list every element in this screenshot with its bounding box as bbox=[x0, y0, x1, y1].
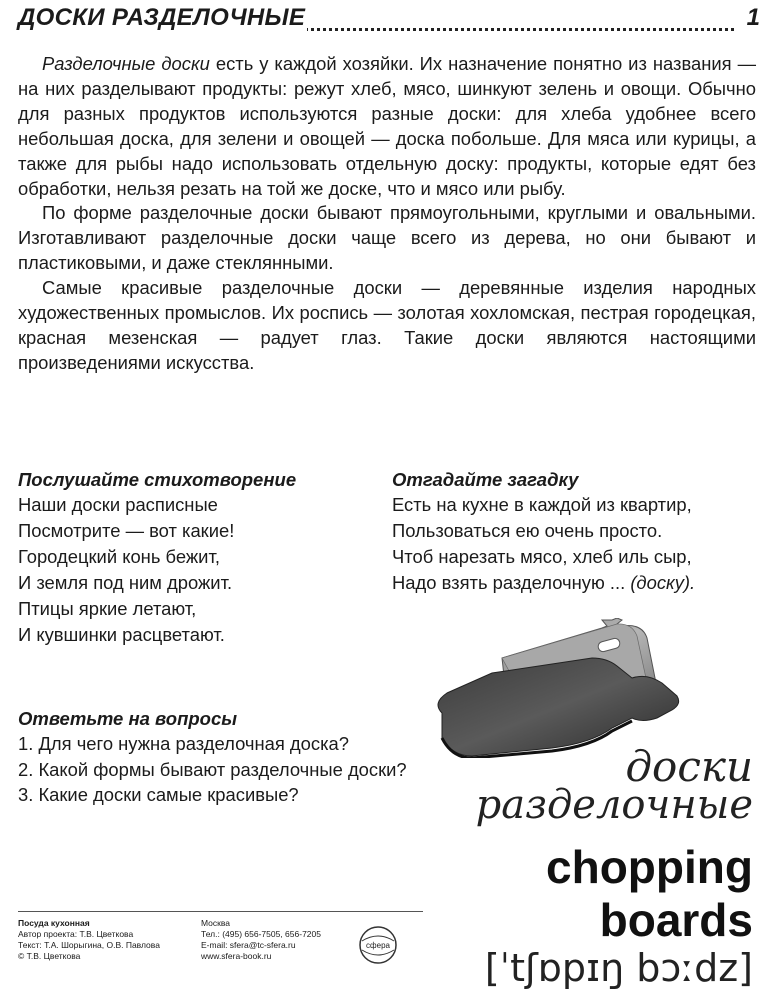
riddle-line: Пользоваться ею очень просто. bbox=[392, 520, 663, 541]
logo-text: сфера bbox=[366, 941, 390, 950]
riddle-answer: (доску). bbox=[630, 572, 696, 593]
question-item: 1. Для чего нужна разделочная доска? bbox=[18, 733, 349, 754]
publisher-logo bbox=[358, 925, 398, 965]
footer-author: Автор проекта: Т.В. Цветкова bbox=[18, 929, 134, 939]
cutting-boards-illustration bbox=[432, 618, 757, 758]
poem-heading: Послушайте стихотворение bbox=[18, 469, 297, 490]
poem-section bbox=[18, 468, 388, 648]
riddle-last-line bbox=[392, 570, 762, 596]
script-caption-line-2: разделочные bbox=[475, 782, 753, 828]
intro-paragraph-1-text: есть у каждой хозяйки. Их назначение понятно из названия — на них разделывают продукты: режут хлеб, мясо, шинкуют зелень и овощи. Обычно для разных продуктов используются разные доски: для хлеба удобнее всего небольшая доска, для зелени и овощей — доска побольше. Для мяса или курицы, а также для рыбы надо использовать отдельную доску: продукты, которые едят без обработки, нельзя резать на той же доске, что и мясо или рыбу. bbox=[18, 53, 757, 199]
script-caption-line-1: доски bbox=[625, 742, 753, 791]
questions-heading: Ответьте на вопросы bbox=[18, 708, 238, 729]
riddle-line: Есть на кухне в каждой из квартир, bbox=[392, 494, 692, 515]
intro-paragraph-3: Самые красивые разделочные доски — деревянные изделия народных художественных промыслов. Их роспись — золотая хохломская, пестрая городецкая, красная мезенская — радует глаз. Такие доски являются настоящими произведениями искусства. bbox=[18, 277, 756, 373]
footer-email: E-mail: sfera@tc-sfera.ru bbox=[201, 940, 296, 950]
footer-contacts bbox=[201, 918, 376, 962]
footer-city: Москва bbox=[201, 918, 231, 928]
poem-line: Посмотрите — вот какие! bbox=[18, 520, 235, 541]
footer-series: Посуда кухонная bbox=[18, 918, 90, 928]
intro-lead-term: Разделочные доски bbox=[42, 53, 210, 74]
english-word-2: boards bbox=[599, 894, 753, 946]
riddle-last-line-text: Надо взять разделочную ... bbox=[392, 572, 631, 593]
question-item: 3. Какие доски самые красивые? bbox=[18, 784, 299, 805]
footer-text-authors: Текст: Т.А. Шорыгина, О.В. Павлова bbox=[18, 940, 160, 950]
poem-line: И земля под ним дрожит. bbox=[18, 572, 233, 593]
page-header bbox=[18, 4, 760, 40]
footer-phone: Тел.: (495) 656-7505, 656-7205 bbox=[201, 929, 321, 939]
footer-copyright: © Т.В. Цветкова bbox=[18, 951, 81, 961]
intro-paragraph-2: По форме разделочные доски бывают прямоугольными, круглыми и овальными. Изготавливают разделочные доски чаще всего из дерева, но они бывают и пластиковыми, и даже стеклянными. bbox=[18, 202, 756, 274]
riddle-heading: Отгадайте загадку bbox=[392, 469, 579, 490]
intro-text bbox=[18, 52, 756, 376]
riddle-section bbox=[392, 468, 762, 596]
poem-line: Птицы яркие летают, bbox=[18, 598, 197, 619]
page-number: 1 bbox=[743, 4, 760, 32]
question-item: 2. Какой формы бывают разделочные доски? bbox=[18, 758, 407, 780]
phonetic-transcription: [ˈtʃɒpɪŋ bɔːdz] bbox=[484, 946, 753, 990]
footer-site: www.sfera-book.ru bbox=[201, 951, 272, 961]
riddle-line: Чтоб нарезать мясо, хлеб иль сыр, bbox=[392, 546, 692, 567]
poem-line: Наши доски расписные bbox=[18, 494, 218, 515]
footer-credits bbox=[18, 918, 193, 962]
english-word-1: chopping bbox=[546, 841, 753, 893]
intro-paragraph-1 bbox=[18, 52, 756, 201]
poem-line: И кувшинки расцветают. bbox=[18, 624, 225, 645]
poem-line: Городецкий конь бежит, bbox=[18, 546, 220, 567]
page-title: ДОСКИ РАЗДЕЛОЧНЫЕ bbox=[18, 4, 306, 31]
